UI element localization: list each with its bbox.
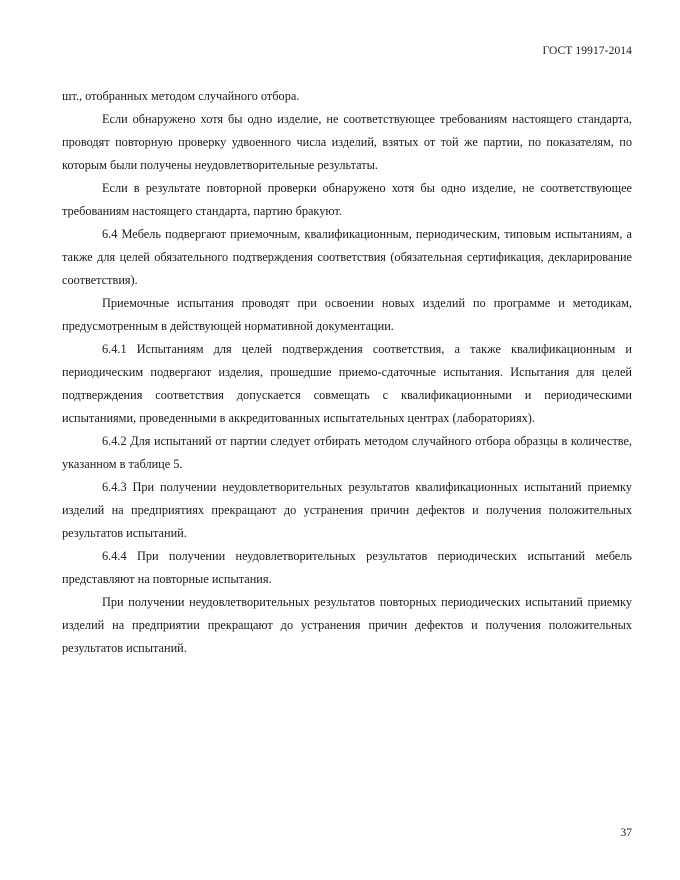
paragraph-repeat-periodic-tests: При получении неудовлетворительных результатов повторных периодических испытаний приемку изделий на предприятии прекращают до устранения причин дефектов и получения положительных результатов испытаний.	[62, 595, 632, 655]
paragraph-section-6-4-4: 6.4.4 При получении неудовлетворительных результатов периодических испытаний мебель представляют на повторные испытания.	[62, 549, 632, 586]
paragraph-section-6-4-3: 6.4.3 При получении неудовлетворительных результатов квалификационных испытаний приемку изделий на предприятиях прекращают до устранения причин дефектов и получения положительных результатов испытаний.	[62, 480, 632, 540]
document-body	[62, 85, 632, 660]
paragraph-acceptance-tests: Приемочные испытания проводят при освоении новых изделий по программе и методикам, предусмотренным в действующей нормативной документации.	[62, 296, 632, 333]
paragraph-continuation: шт., отобранных методом случайного отбора.	[62, 89, 300, 103]
paragraph-section-6-4-2: 6.4.2 Для испытаний от партии следует отбирать методом случайного отбора образцы в количестве, указанном в таблице 5.	[62, 434, 632, 471]
paragraph-repeat-check: Если обнаружено хотя бы одно изделие, не соответствующее требованиям настоящего стандарта, проводят повторную проверку удвоенного числа изделий, взятых от той же партии, по показателям, по которым были получены неудовлетворительные результаты.	[62, 112, 632, 172]
paragraph-reject-batch: Если в результате повторной проверки обнаружено хотя бы одно изделие, не соответствующее требованиям настоящего стандарта, партию бракуют.	[62, 181, 632, 218]
paragraph-section-6-4-1: 6.4.1 Испытаниям для целей подтверждения соответствия, а также квалификационным и периодическим подвергают изделия, прошедшие приемо-сдаточные испытания. Испытания для целей подтверждения соответствия допускается совмещать с квалификационными и периодическими испытаниями, проведенными в аккредитованных испытательных центрах (лабораториях).	[62, 342, 632, 425]
page-number: 37	[620, 827, 632, 839]
standard-code-header: ГОСТ 19917-2014	[542, 45, 632, 57]
paragraph-section-6-4: 6.4 Мебель подвергают приемочным, квалификационным, периодическим, типовым испытаниям, а также для целей обязательного подтверждения соответствия (обязательная сертификация, декларирование соответствия).	[62, 227, 632, 287]
